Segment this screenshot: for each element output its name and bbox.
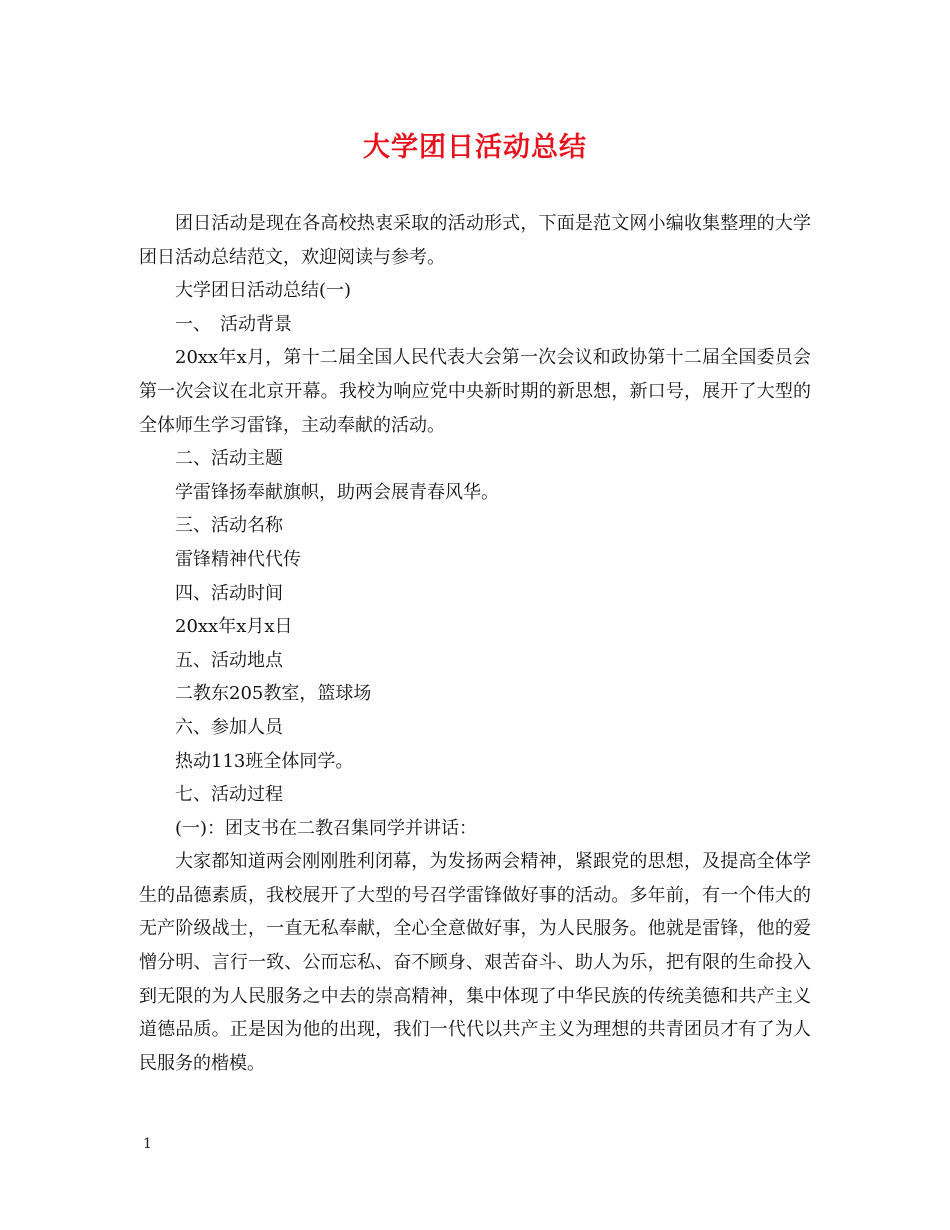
body-paragraph: 雷锋精神代代传 bbox=[175, 548, 301, 570]
body-paragraph: 二教东205教室，篮球场 bbox=[175, 683, 372, 705]
section-heading: 一、 活动背景 bbox=[175, 313, 292, 335]
section-heading: 大学团日活动总结(一) bbox=[175, 280, 352, 302]
page-number: 1 bbox=[143, 1136, 152, 1152]
section-heading: 二、活动主题 bbox=[175, 448, 283, 470]
section-heading: 三、活动名称 bbox=[175, 515, 283, 537]
section-heading: 四、活动时间 bbox=[175, 582, 283, 604]
body-paragraph: 大家都知道两会刚刚胜利闭幕，为发扬两会精神，紧跟党的思想，及提高全体学生的品德素质，我校展开了大型的号召学雷锋做好事的活动。多年前，有一个伟大的无产阶级战士，一直无私奉献，全心全意做好事，为人民服务。他就是雷锋，他的爱憎分明、言行一致、公而忘私、奋不顾身、艰苦奋斗、助人为乐，把有限的生命投入到无限的为人民服务之中去的崇高精神，集中体现了中华民族的传统美德和共产主义道德品质。正是因为他的出现，我们一代代以共产主义为理想的共青团员才有了为人民服务的楷模。 bbox=[139, 851, 811, 1074]
document-title: 大学团日活动总结 bbox=[363, 132, 587, 163]
intro-paragraph: 团日活动是现在各高校热衷采取的活动形式，下面是范文网小编收集整理的大学团日活动总结范文，欢迎阅读与参考。 bbox=[139, 213, 811, 268]
body-paragraph: 热动113班全体同学。 bbox=[175, 750, 354, 772]
section-heading: 六、参加人员 bbox=[175, 716, 283, 738]
body-paragraph: 20xx年x月x日 bbox=[175, 616, 293, 638]
document-body bbox=[139, 207, 811, 1080]
body-paragraph: 20xx年x月，第十二届全国人民代表大会第一次会议和政协第十二届全国委员会第一次会议在北京开幕。我校为响应党中央新时期的新思想，新口号，展开了大型的全体师生学习雷锋，主动奉献的活动。 bbox=[139, 347, 811, 436]
body-paragraph: 学雷锋扬奉献旗帜，助两会展青春风华。 bbox=[175, 481, 499, 503]
section-heading: 五、活动地点 bbox=[175, 649, 283, 671]
subsection-heading: (一)：团支书在二教召集同学并讲话： bbox=[175, 817, 478, 839]
section-heading: 七、活动过程 bbox=[175, 784, 283, 806]
